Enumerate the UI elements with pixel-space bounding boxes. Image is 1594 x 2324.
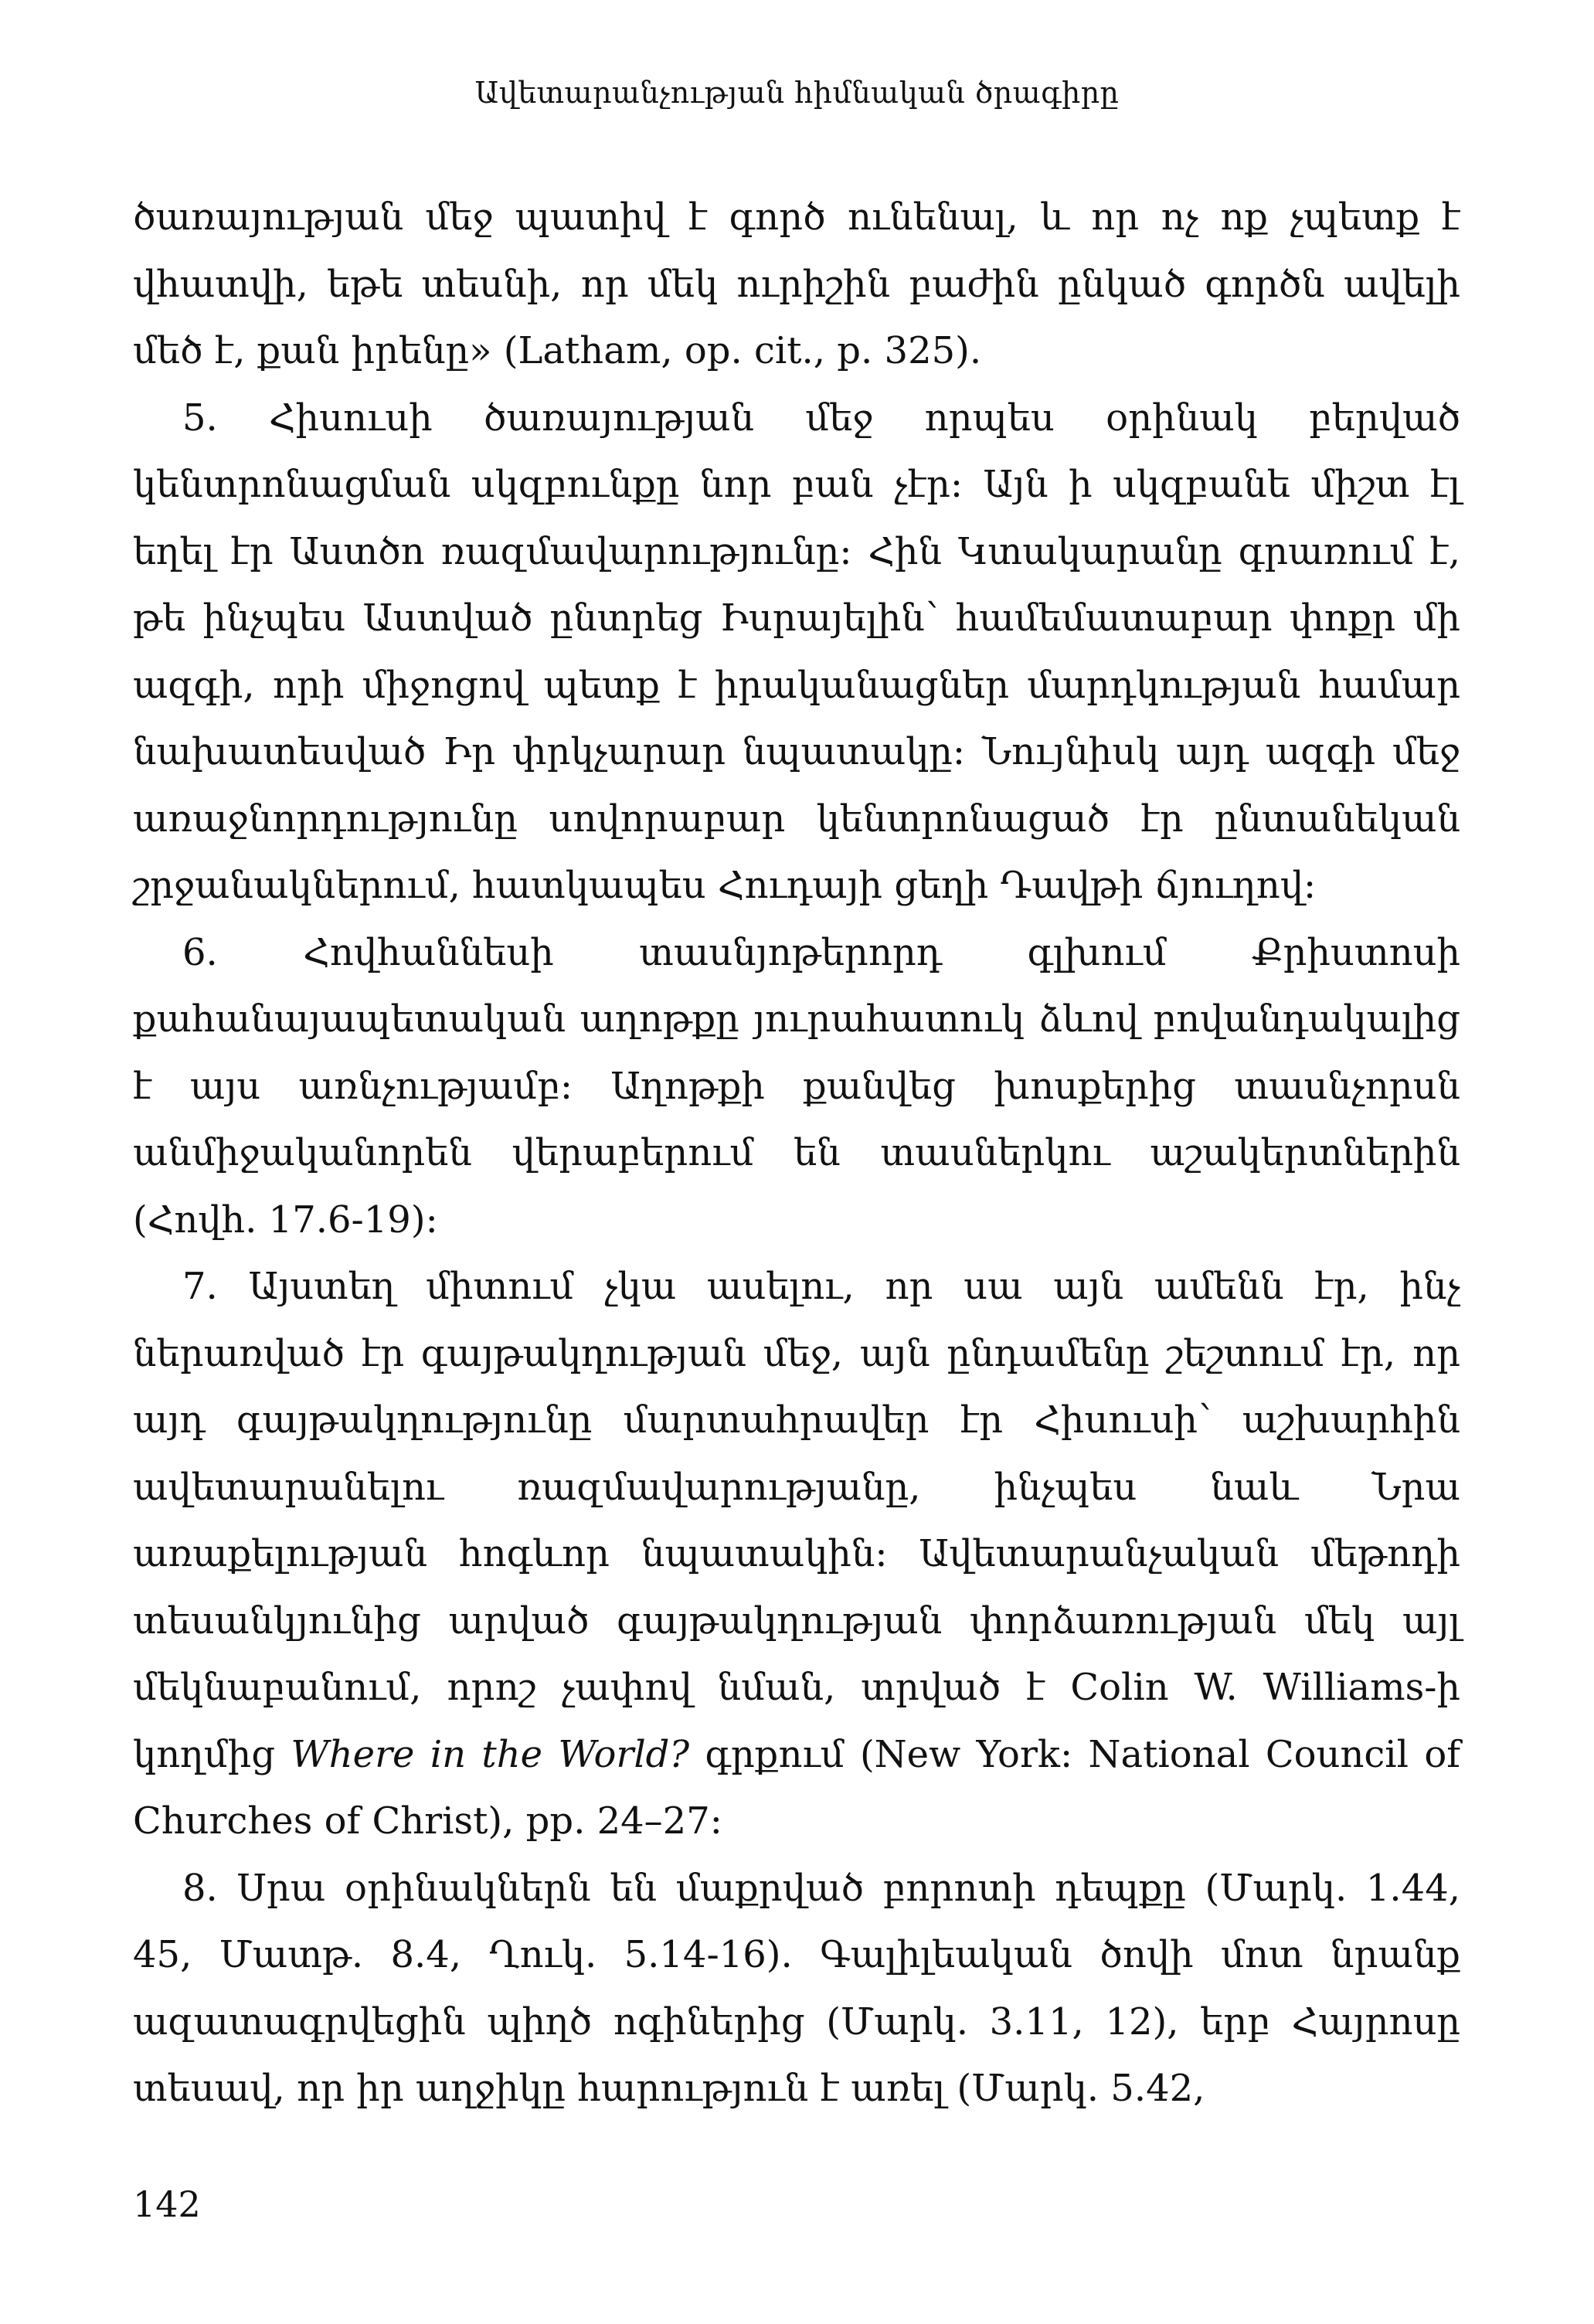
- endnote-7-text: 7. Այստեղ միտում չկա ասելու, որ սա այն ամենն էր, ինչ ներառված էր գայթակղության մեջ, այն ընդամենը շեշտում էր, որ այդ գայթակղությունը մարտահրավեր էր Հիսուսի՝ աշխարհին ավետարանելու ռազմավարությանը, ինչպես նաև Նրա առաքելության հոգևոր նպատակին: Ավետարանչական մեթոդի տեսանկյունից արված գայթակղության փորձառության մեկ այլ մեկնաբանում, որոշ չափով նման, տրված է Colin W. Williams-ի կողմից: [133, 1265, 1460, 1776]
- book-title: Where in the World?: [291, 1732, 690, 1776]
- page-number: 142: [133, 2183, 201, 2225]
- page-body: [133, 184, 1460, 2122]
- endnote-7: [133, 1253, 1460, 1855]
- endnote-6: 6. Հովհաննեսի տասնյոթերորդ գլխում Քրիստոսի քահանայապետական աղոթքը յուրահատուկ ձևով բովանդակալից է այս առնչությամբ: Աղոթքի քանվեց խոսքերից տասնչորսն անմիջականորեն վերաբերում են տասներկու աշակերտներին (Հովհ. 17.6-19):: [133, 930, 1460, 1242]
- running-header: Ավետարանչության հիմնական ծրագիրը: [474, 76, 1120, 110]
- endnote-5: 5. Հիսուսի ծառայության մեջ որպես օրինակ բերված կենտրոնացման սկզբունքը նոր բան չէր: Այն ի սկզբանե միշտ էլ եղել էր Աստծո ռազմավարությունը: Հին Կտակարանը գրառում է, թե ինչպես Աստված ընտրեց Իսրայելին՝ համեմատաբար փոքր մի ազգի, որի միջոցով պետք է իրականացներ մարդկության համար նախատեսված Իր փրկչարար նպատակը: Նույնիսկ այդ ազգի մեջ առաջնորդությունը սովորաբար կենտրոնացած էր ընտանեկան շրջանակներում, հատկապես Հուդայի ցեղի Դավթի ճյուղով:: [133, 396, 1460, 907]
- paragraph-continuation: ծառայության մեջ պատիվ է գործ ունենալ, և որ ոչ ոք չպետք է վհատվի, եթե տեսնի, որ մեկ ուրիշին բաժին ընկած գործն ավելի մեծ է, քան իրենը» (Latham, op. cit., p. 325).: [133, 195, 1460, 372]
- endnote-7-rest: գրքում (New York: National Council of Churches of Christ), pp. 24–27:: [133, 1732, 1461, 1843]
- endnote-8: 8. Սրա օրինակներն են մաքրված բորոտի դեպքը (Մարկ. 1.44, 45, Մատթ. 8.4, Ղուկ. 5.14-16). Գալիլեական ծովի մոտ նրանք ազատագրվեցին պիղծ ոգիներից (Մարկ. 3.11, 12), երբ Հայրոսը տեսավ, որ իր աղջիկը հարություն է առել (Մարկ. 5.42,: [133, 1866, 1460, 2110]
